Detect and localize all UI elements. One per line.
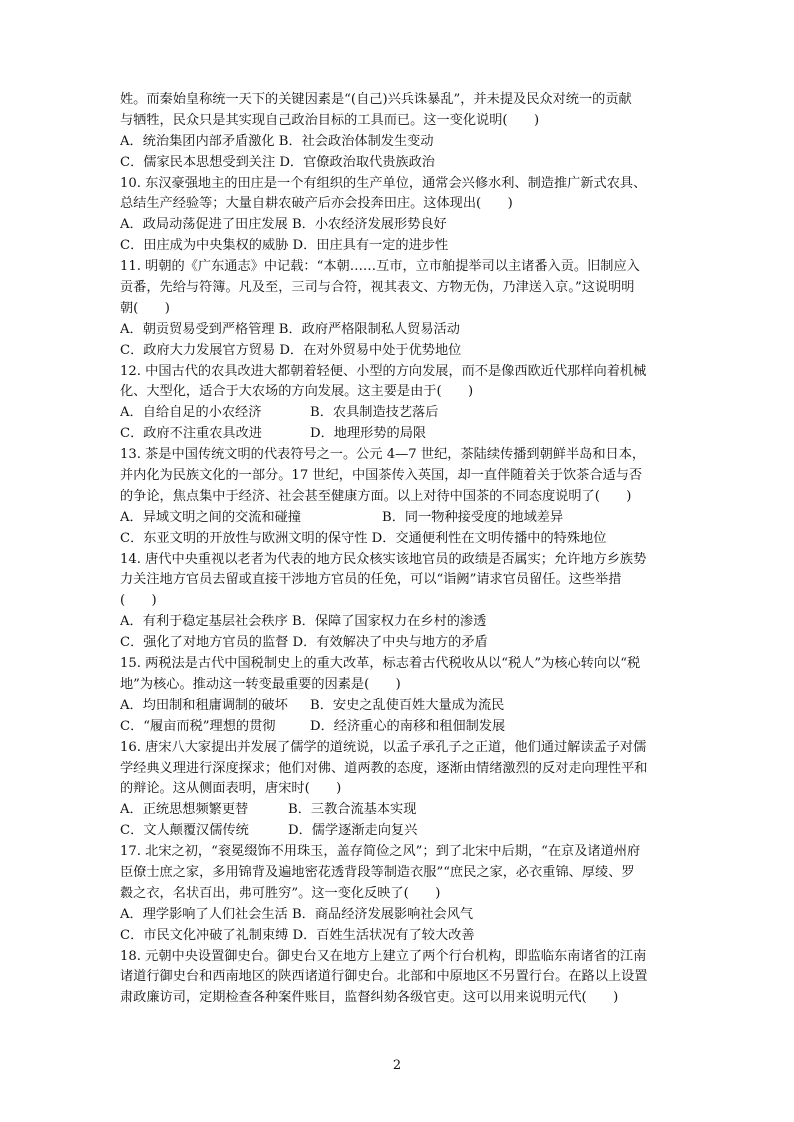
text-line: C．强化了对地方官员的监督 D．有效解决了中央与地方的矛盾 xyxy=(120,635,488,651)
text-line: 10. 东汉豪强地主的田庄是一个有组织的生产单位，通常会兴修水利、制造推广新式农具、 xyxy=(120,175,647,191)
option-b: B．三教合流基本实现 xyxy=(288,802,417,818)
text-line: 15. 两税法是古代中国税制史上的重大改革，标志着古代税收从以“税人”为核心转向以“税 xyxy=(120,656,641,672)
option-a: A．正统思想频繁更替 xyxy=(120,802,249,818)
option-b: B．安史之乱使百姓大量成为流民 xyxy=(310,697,505,713)
option-c: C．文人颠覆汉儒传统 xyxy=(120,823,249,839)
option-b: B．同一物种接受度的地域差异 xyxy=(382,509,564,525)
text-line: C．田庄成为中央集权的威胁 D．田庄具有一定的进步性 xyxy=(120,238,449,254)
text-line: C．儒家民本思想受到关注 D．官僚政治取代贵族政治 xyxy=(120,154,435,170)
text-line: 14. 唐代中央重视以老者为代表的地方民众核实该地官员的政绩是否属实；允许地方乡族势 xyxy=(120,551,647,567)
option-row xyxy=(120,403,682,424)
text-line: A．朝贡贸易受到严格管理 B．政府严格限制私人贸易活动 xyxy=(120,321,460,337)
text-line: A．政局动荡促进了田庄发展 B．小农经济发展形势良好 xyxy=(120,217,447,233)
text-line: 的争论，焦点集中于经济、社会甚至健康方面。以上对待中国茶的不同态度说明了( ) xyxy=(120,488,632,504)
text-line: 肃政廉访司，定期检查各种案件账目，监督纠劾各级官吏。这可以用来说明元代( ) xyxy=(120,990,619,1006)
text-line: 13. 茶是中国传统文明的代表符号之一。公元 4—7 世纪，茶陆续传播到朝鲜半岛和日本， xyxy=(120,447,646,463)
option-row xyxy=(120,717,682,738)
text-line: A．统治集团内部矛盾激化 B．社会政治体制发生变动 xyxy=(120,133,434,149)
text-line: 17. 北宋之初，“衮冕缀饰不用珠玉，盖存简俭之风”；到了北宋中后期，“在京及诸道州府 xyxy=(120,844,641,860)
option-a: A．自给自足的小农经济 xyxy=(120,405,262,421)
option-a: A．异域文明之间的交流和碰撞 xyxy=(120,509,301,525)
text-line: 诸道行御史台和西南地区的陕西诸道行御史台。北部和中原地区不另置行台。在路以上设置 xyxy=(120,969,648,985)
text-line: 的辩论。这从侧面表明，唐宋时( ) xyxy=(120,781,342,797)
text-line: 朝( ) xyxy=(120,300,170,316)
text-line: 总结生产经验等；大量自耕农破产后亦会投奔田庄。这体现出( ) xyxy=(120,196,513,212)
text-line: 18. 元朝中央设置御史台。御史台又在地方上建立了两个行台机构，即监临东南诸省的江南 xyxy=(120,948,647,964)
text-line: A．理学影响了人们社会生活 B．商品经济发展影响社会风气 xyxy=(120,906,474,922)
text-line: ( ) xyxy=(120,593,157,609)
text-line: 地”为核心。推动这一转变最重要的因素是( ) xyxy=(120,676,401,692)
text-line: 姓。而秦始皇称统一天下的关键因素是“(自己)兴兵诛暴乱”，并未提及民众对统一的贡献 xyxy=(120,92,632,107)
text-line: A．有利于稳定基层社会秩序 B．保障了国家权力在乡村的渗透 xyxy=(120,614,487,630)
option-row xyxy=(120,821,682,842)
option-b: B．农具制造技艺落后 xyxy=(310,405,439,421)
option-row xyxy=(120,696,682,717)
text-line: 学经典义理进行深度探求；他们对佛、道两教的态度，逐渐由情绪激烈的反对走向理性平和 xyxy=(120,760,648,776)
text-line: 贡番，先给与符簿。凡及至，三司与合符，视其表文、方物无伪，乃津送入京。”这说明明 xyxy=(120,280,635,296)
text-line: 与牺牲，民众只是其实现自己政治目标的工具而已。这一变化说明( ) xyxy=(120,112,540,128)
option-row xyxy=(120,800,682,821)
option-c: C．政府不注重农具改进 xyxy=(120,426,262,442)
option-d: D．经济重心的南移和租佃制发展 xyxy=(310,718,506,734)
text-line: 11. 明朝的《广东通志》中记载：“本朝……互市，立市舶提举司以主诸番入贡。旧制应入 xyxy=(120,259,640,275)
text-line: 臣僚士庶之家，多用锦背及遍地密花透背段等制造衣服”“庶民之家，必衣重锦、厚绫、罗 xyxy=(120,864,635,880)
text-line: 并内化为民族文化的一部分。17 世纪，中国茶传入英国，却一直伴随着关于饮茶合适与否 xyxy=(120,468,643,484)
document-body xyxy=(120,90,682,1009)
text-line: 力关注地方官员去留或直接干涉地方官员的任免，可以“诣阙”请求官员留任。这些举措 xyxy=(120,572,622,588)
option-row xyxy=(120,508,682,529)
option-a: A．均田制和租庸调制的破坏 xyxy=(120,697,288,713)
text-line: 縠之衣，名状百出，弗可胜穷”。这一变化反映了( ) xyxy=(120,885,441,901)
option-d: D．地理形势的局限 xyxy=(310,426,427,442)
text-line: 化、大型化，适合于大农场的方向发展。这主要是由于( ) xyxy=(120,384,474,400)
option-row xyxy=(120,424,682,445)
option-c: C．“履亩而税”理想的贯彻 xyxy=(120,718,276,734)
option-d: D．儒学逐渐走向复兴 xyxy=(288,823,418,839)
text-line: C．政府大力发展官方贸易 D．在对外贸易中处于优势地位 xyxy=(120,342,462,358)
text-line: 12. 中国古代的农具改进大都朝着轻便、小型的方向发展，而不是像西欧近代那样向着机械 xyxy=(120,363,647,379)
text-line: 16. 唐宋八大家提出并发展了儒学的道统说，以孟子承孔子之正道，他们通过解读孟子对儒 xyxy=(120,739,647,755)
page-number: 2 xyxy=(392,1058,402,1073)
text-line: C．市民文化冲破了礼制束缚 D．百姓生活状况有了较大改善 xyxy=(120,927,475,943)
text-line: C．东亚文明的开放性与欧洲文明的保守性 D．交通便利性在文明传播中的特殊地位 xyxy=(120,530,607,546)
